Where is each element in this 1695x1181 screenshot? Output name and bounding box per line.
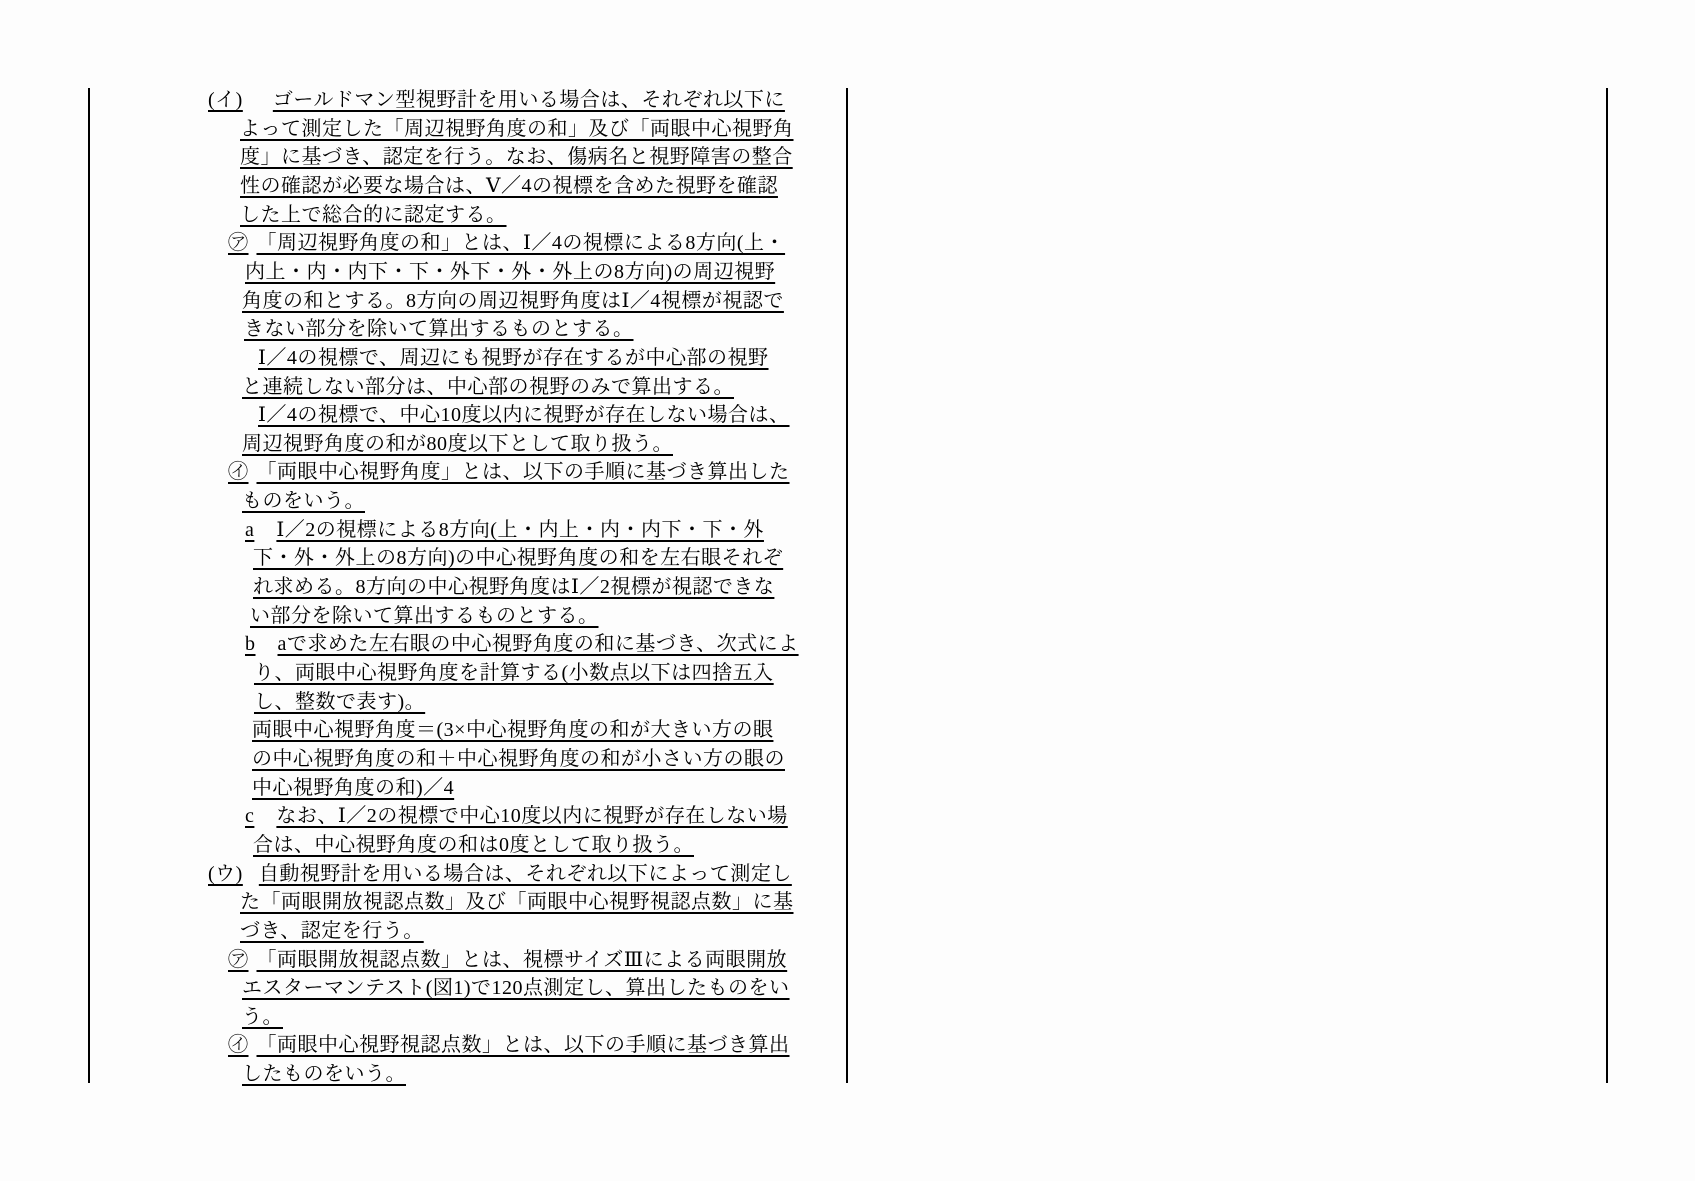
text-line — [242, 1060, 406, 1088]
text-line — [228, 458, 790, 486]
text-line — [242, 1003, 283, 1031]
line-text: 「周辺視野角度の和」とは、Ⅰ／4の視標による8方向(上・ — [256, 232, 786, 254]
list-marker: ㋑ — [228, 461, 249, 483]
line-text: り、両眼中心視野角度を計算する(小数点以下は四捨五入 — [254, 662, 774, 684]
line-text: 「両眼中心視野角度」とは、以下の手順に基づき算出した — [256, 461, 790, 483]
list-marker: (イ) — [208, 89, 243, 111]
line-text: なお、Ⅰ／2の視標で中心10度以内に視野が存在しない場 — [276, 805, 788, 827]
text-line — [242, 487, 365, 515]
text-line — [228, 946, 787, 974]
line-text: と連続しない部分は、中心部の視野のみで算出する。 — [242, 376, 734, 398]
text-line — [245, 630, 799, 658]
line-text: づき、認定を行う。 — [240, 920, 424, 942]
text-line — [258, 344, 769, 372]
list-marker: b — [245, 633, 256, 655]
text-line — [254, 659, 774, 687]
line-text: きない部分を除いて算出するものとする。 — [244, 318, 634, 340]
line-text: 下・外・外上の8方向)の中心視野角度の和を左右眼それぞ — [253, 547, 784, 569]
text-line — [253, 544, 783, 572]
text-line — [240, 115, 794, 143]
line-text: れ求める。8方向の中心視野角度はⅠ／2視標が視認できな — [253, 576, 775, 598]
text-line — [240, 917, 424, 945]
line-text: aで求めた左右眼の中心視野角度の和に基づき、次式によ — [277, 633, 799, 655]
line-text: 周辺視野角度の和が80度以下として取り扱う。 — [242, 433, 673, 455]
list-marker: ㋐ — [228, 949, 249, 971]
line-text: の中心視野角度の和＋中心視野角度の和が小さい方の眼の — [252, 748, 785, 770]
list-marker: c — [245, 805, 255, 827]
text-line — [228, 1031, 790, 1059]
line-text: う。 — [242, 1006, 283, 1028]
line-text: い部分を除いて算出するものとする。 — [250, 605, 599, 627]
text-line — [252, 774, 454, 802]
text-line — [228, 229, 785, 257]
list-marker: (ウ) — [208, 863, 243, 885]
list-marker: ㋑ — [228, 1034, 249, 1056]
text-line — [252, 716, 773, 744]
line-text: た「両眼開放視認点数」及び「両眼中心視野視認点数」に基 — [240, 891, 794, 913]
text-line — [240, 201, 507, 229]
line-text: 自動視野計を用いる場合は、それぞれ以下によって測定し — [258, 863, 792, 885]
text-line — [240, 143, 793, 171]
line-text: エスターマンテスト(図1)で120点測定し、算出したものをい — [242, 977, 790, 999]
line-text: Ⅰ／4の視標で、周辺にも視野が存在するが中心部の視野 — [258, 347, 769, 369]
line-text: した上で総合的に認定する。 — [240, 204, 507, 226]
text-line — [240, 888, 794, 916]
text-line — [240, 172, 778, 200]
line-text: 性の確認が必要な場合は、Ⅴ／4の視標を含めた視野を確認 — [240, 175, 778, 197]
line-text: Ⅰ／4の視標で、中心10度以内に視野が存在しない場合は、 — [258, 404, 790, 426]
text-line — [252, 745, 785, 773]
list-marker: ㋐ — [228, 232, 249, 254]
text-line — [208, 860, 792, 888]
line-text: し、整数で表す)。 — [254, 691, 426, 713]
text-line — [254, 688, 425, 716]
line-text: 中心視野角度の和)／4 — [252, 777, 455, 799]
line-text: ものをいう。 — [242, 490, 365, 512]
text-line — [253, 573, 774, 601]
text-line — [242, 373, 734, 401]
text-line — [250, 602, 599, 630]
line-text: 角度の和とする。8方向の周辺視野角度はⅠ／4視標が視認で — [242, 290, 784, 312]
text-line — [242, 974, 790, 1002]
text-line — [245, 516, 764, 544]
line-text: 内上・内・内下・下・外下・外・外上の8方向)の周辺視野 — [245, 261, 776, 283]
line-text: ゴールドマン型視野計を用いる場合は、それぞれ以下に — [272, 89, 785, 111]
text-line — [242, 287, 784, 315]
text-line — [242, 430, 673, 458]
line-text: 両眼中心視野角度＝(3×中心視野角度の和が大きい方の眼 — [252, 719, 774, 741]
line-text: 「両眼中心視野視認点数」とは、以下の手順に基づき算出 — [256, 1034, 790, 1056]
text-line — [245, 258, 775, 286]
line-text: Ⅰ／2の視標による8方向(上・内上・内・内下・下・外 — [276, 519, 764, 541]
line-text: 「両眼開放視認点数」とは、視標サイズⅢによる両眼開放 — [256, 949, 788, 971]
text-line — [253, 831, 694, 859]
text-line — [245, 802, 788, 830]
text-line — [258, 401, 790, 429]
line-text: よって測定した「周辺視野角度の和」及び「両眼中心視野角 — [240, 118, 794, 140]
line-text: 合は、中心視野角度の和は0度として取り扱う。 — [253, 834, 694, 856]
line-text: 度」に基づき、認定を行う。なお、傷病名と視野障害の整合 — [240, 146, 793, 168]
list-marker: a — [245, 519, 255, 541]
line-text: したものをいう。 — [242, 1063, 406, 1085]
text-line — [244, 315, 634, 343]
text-line — [208, 86, 785, 114]
